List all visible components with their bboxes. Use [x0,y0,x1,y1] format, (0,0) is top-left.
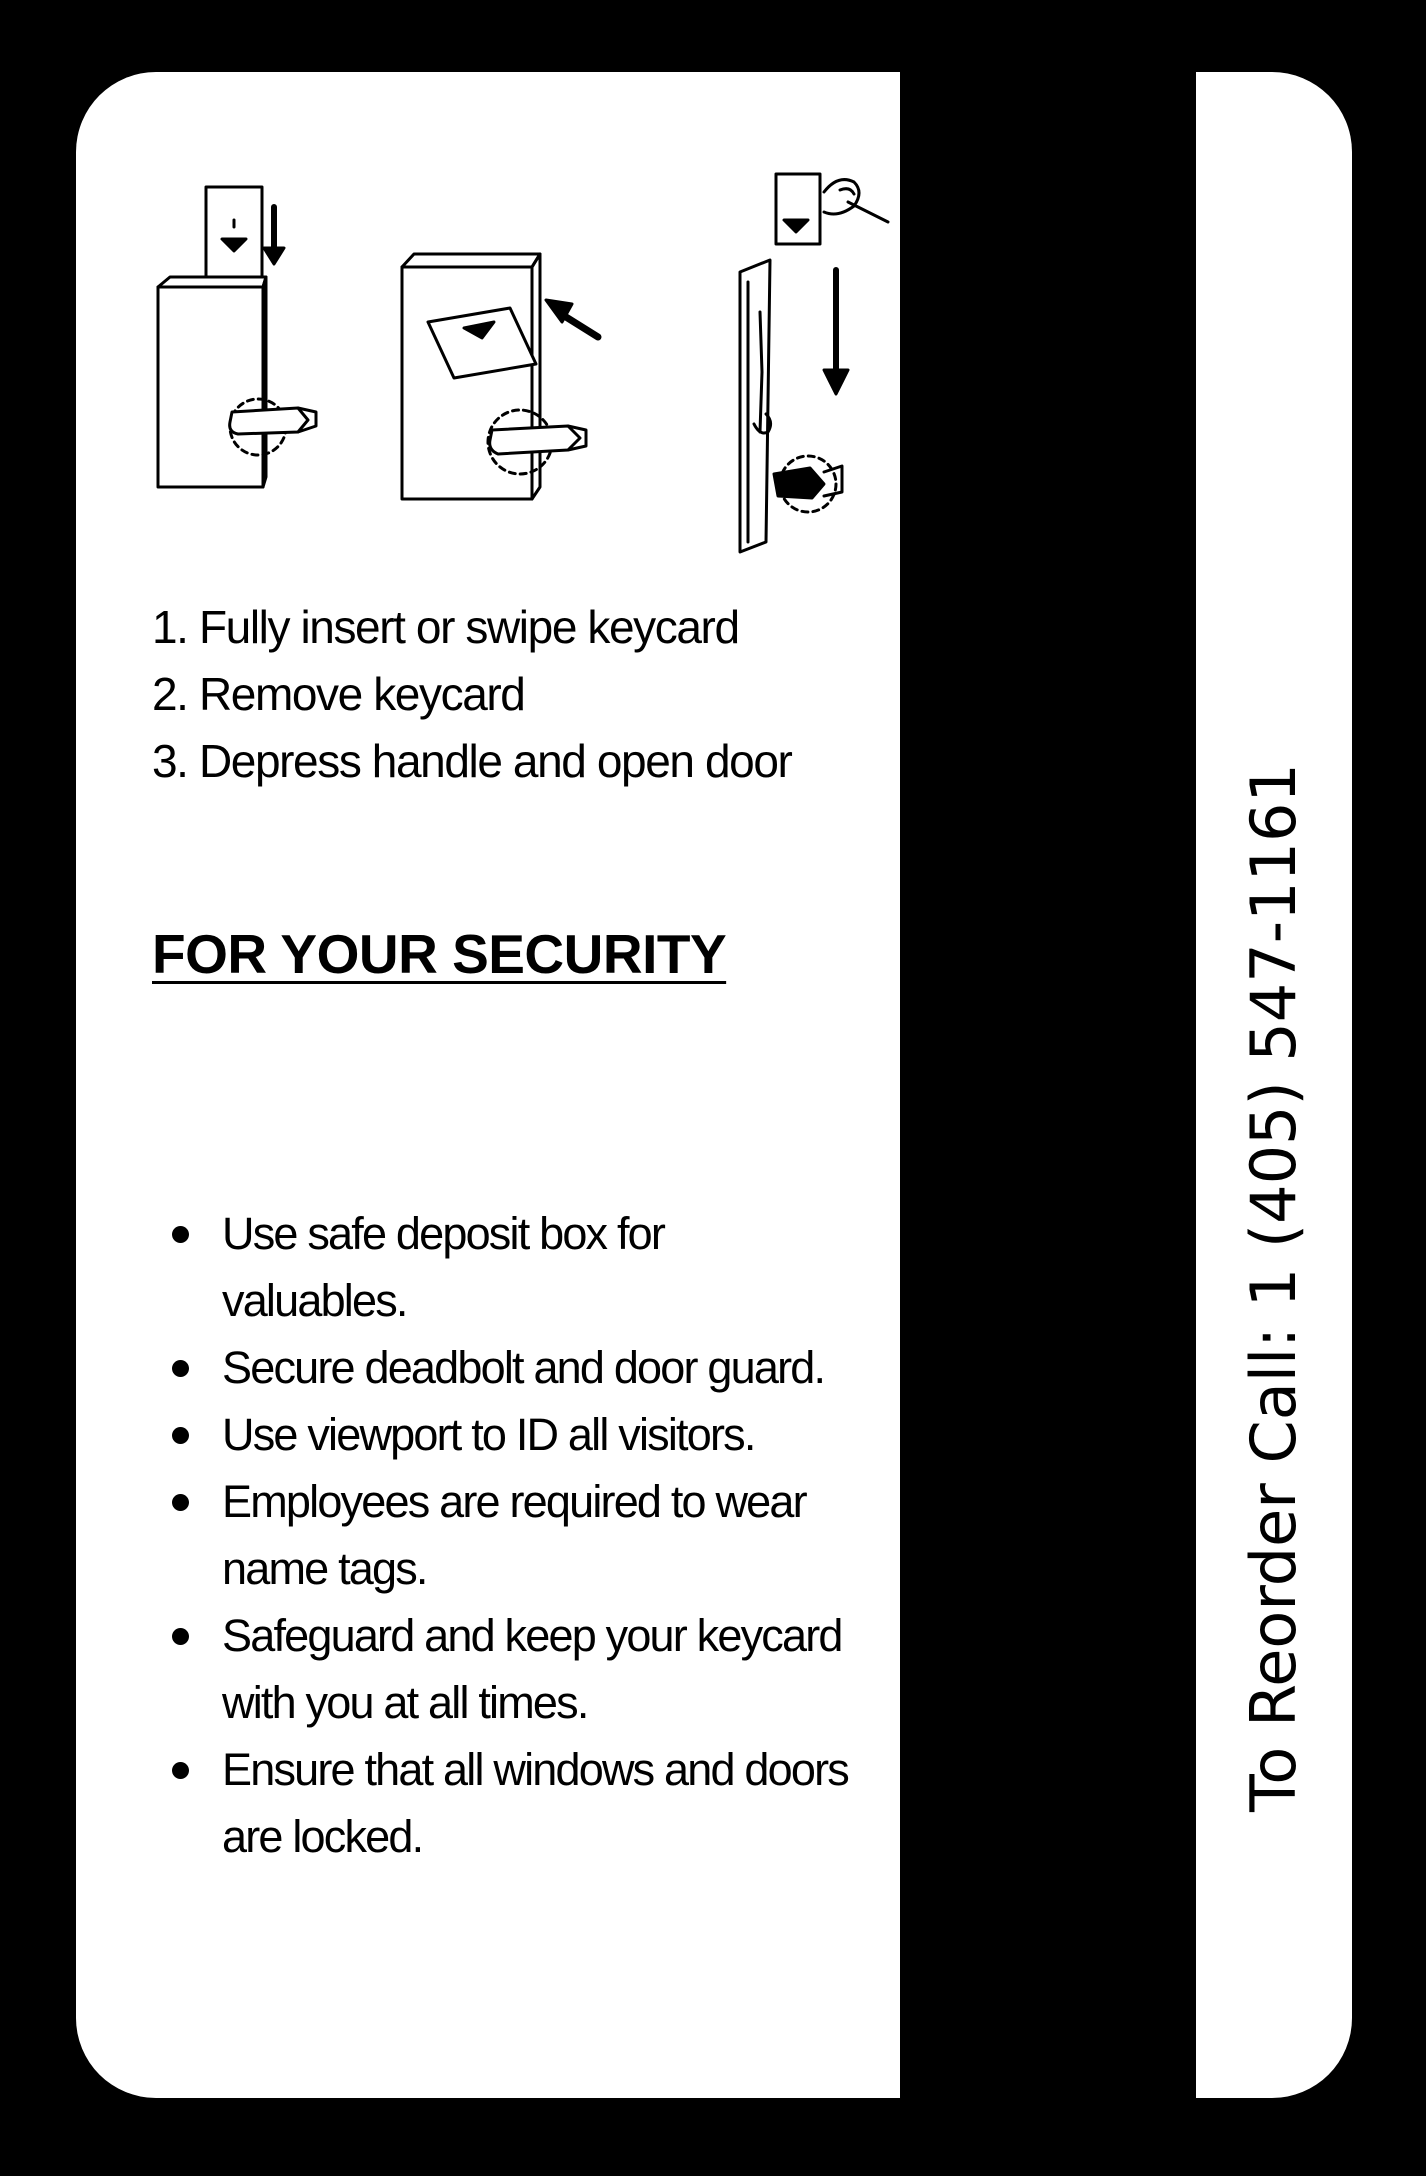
instruction-illustrations [148,132,908,592]
instruction-step: 2. Remove keycard [152,668,525,720]
bullet-icon [172,1427,189,1444]
security-tip-text: Ensure that all windows and doors are locked. [222,1744,848,1862]
instruction-step: 1. Fully insert or swipe keycard [152,601,739,653]
security-tip-text: Employees are required to wear name tags. [222,1476,806,1594]
security-tip-text: Use viewport to ID all visitors. [222,1409,755,1460]
security-tip [164,1200,904,1334]
security-tip [164,1736,904,1870]
bullet-icon [172,1494,189,1511]
magnetic-stripe [900,72,1196,2098]
security-tip [164,1401,904,1468]
security-tips-list [164,1200,904,1870]
security-tip-text: Use safe deposit box for valuables. [222,1208,665,1326]
security-tip [164,1602,904,1736]
bullet-icon [172,1226,189,1243]
card-swipe-illustration [402,254,598,499]
security-tip-text: Safeguard and keep your keycard with you at all times. [222,1610,842,1728]
keycard-back [76,72,1352,2098]
bullet-icon [172,1360,189,1377]
security-tip-text: Secure deadbolt and door guard. [222,1342,825,1393]
bullet-icon [172,1628,189,1645]
bullet-icon [172,1762,189,1779]
door-hanger-illustration [740,174,888,552]
card-insert-illustration [158,187,316,487]
security-tip [164,1334,904,1401]
security-tip [164,1468,904,1602]
instruction-step: 3. Depress handle and open door [152,735,792,787]
reorder-phone: To Reorder Call: 1 (405) 547-1161 [1237,763,1310,1812]
instruction-steps [152,594,791,795]
security-heading: FOR YOUR SECURITY [152,923,727,985]
